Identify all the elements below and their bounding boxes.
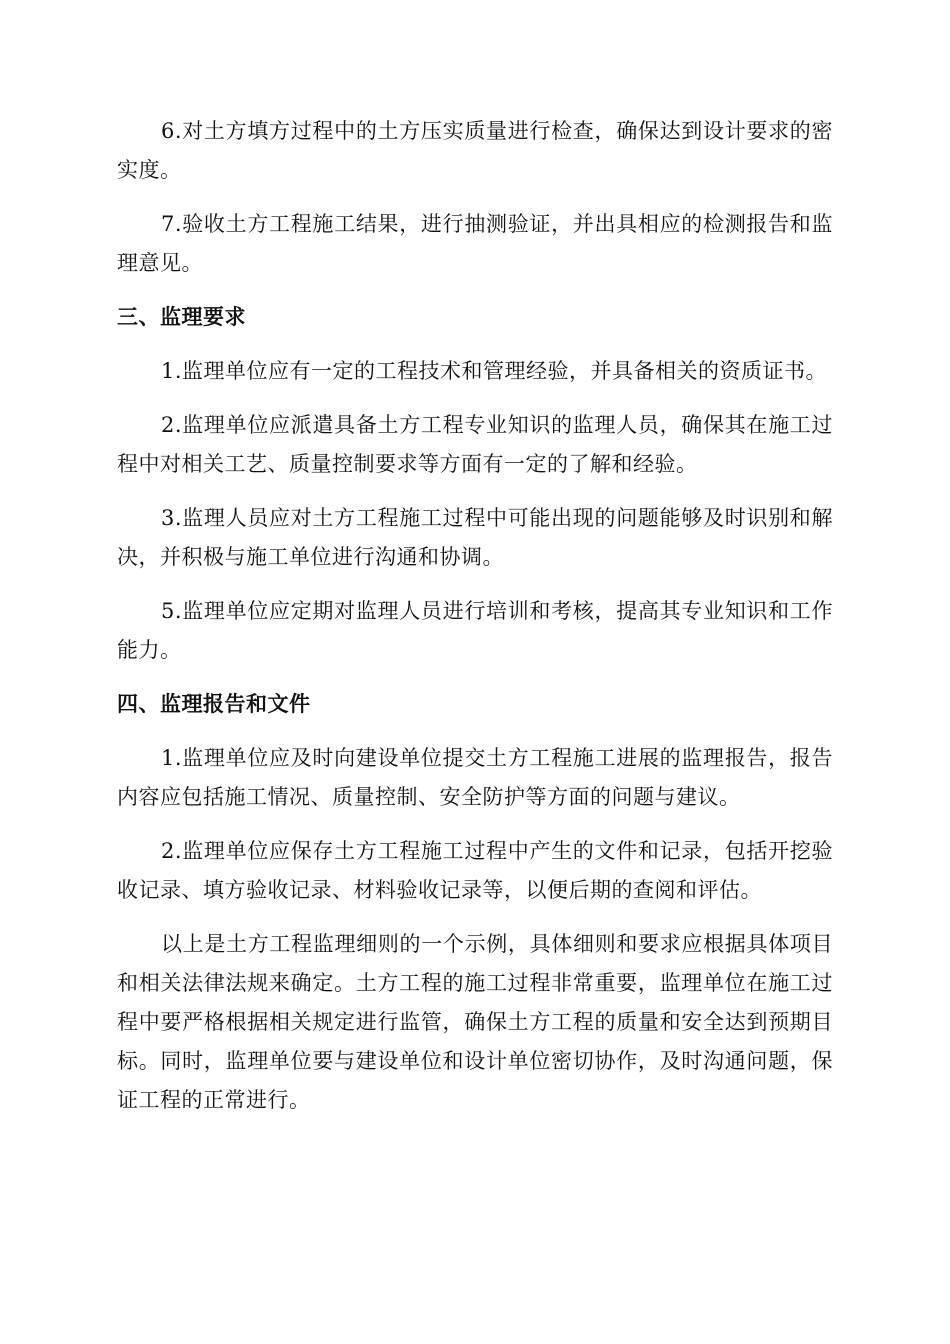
paragraph-item-7: 7.验收土方工程施工结果，进行抽测验证，并出具相应的检测报告和监理意见。 [117,212,833,275]
report-item-1: 1.监理单位应及时向建设单位提交土方工程施工进展的监理报告，报告内容应包括施工情况、质量控制、安全防护等方面的问题与建议。 [117,746,833,809]
closing-paragraph: 以上是土方工程监理细则的一个示例，具体细则和要求应根据具体项目和相关法律法规来确定。土方工程的施工过程非常重要，监理单位在施工过程中要严格根据相关规定进行监管，确保土方工程的质量和安全达到预期目标。同时，监理单位要与建设单位和设计单位密切协作，及时沟通问题，保证工程的正常进行。 [117,932,833,1112]
requirement-item-2: 2.监理单位应派遣具备土方工程专业知识的监理人员，确保其在施工过程中对相关工艺、质量控制要求等方面有一定的了解和经验。 [117,413,833,476]
requirement-item-1: 1.监理单位应有一定的工程技术和管理经验，并具备相关的资质证书。 [161,359,828,383]
section-heading-reports: 四、监理报告和文件 [117,692,311,716]
requirement-item-5: 5.监理单位应定期对监理人员进行培训和考核，提高其专业知识和工作能力。 [117,599,833,662]
document-body [117,112,833,1120]
report-item-2: 2.监理单位应保存土方工程施工过程中产生的文件和记录，包括开挖验收记录、填方验收记录、材料验收记录等，以便后期的查阅和评估。 [117,839,833,902]
section-heading-requirements: 三、监理要求 [117,305,246,329]
paragraph-item-6: 6.对土方填方过程中的土方压实质量进行检查，确保达到设计要求的密实度。 [117,119,833,182]
requirement-item-3: 3.监理人员应对土方工程施工过程中可能出现的问题能够及时识别和解决，并积极与施工单位进行沟通和协调。 [117,506,833,569]
